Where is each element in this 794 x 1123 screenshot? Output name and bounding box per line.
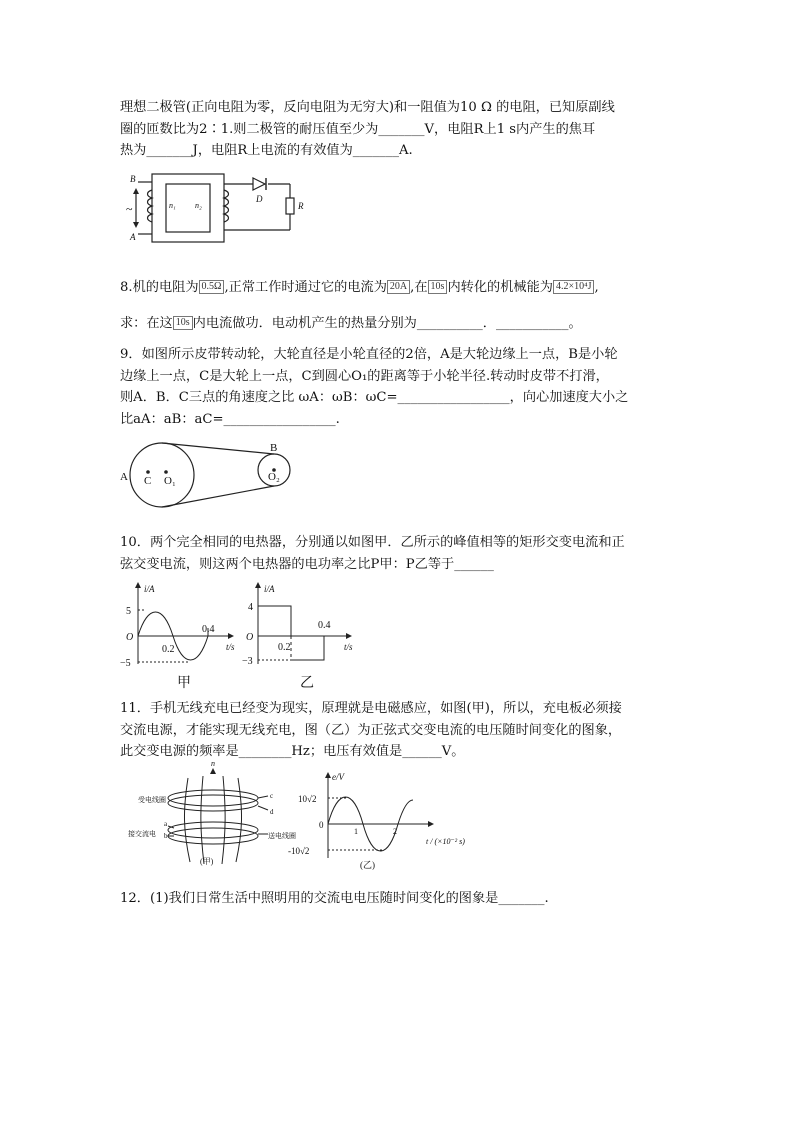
q9-line-1: 9．如图所示皮带转动轮，大轮直径是小轮直径的2倍，A是大轮边缘上一点，B是小轮 (120, 347, 618, 362)
q8-line-2: 求：在这 10s 内电流做功．电动机产生的热量分别为__________．___________。 (120, 316, 582, 331)
label-A: A (120, 471, 128, 483)
coil-label-source: 接交流电 (128, 830, 156, 838)
field-label-n: n (211, 759, 215, 768)
label-B: B (130, 174, 136, 184)
q9-line-3: 则A．B．C三点的角速度之比 ωA：ωB：ωC=_________________，向心加速度大小之 (120, 390, 629, 405)
q7-line-2: 圈的匝数比为2∶1.则二极管的耐压值至少为_______V，电阻R上1 s内产生的焦耳 (120, 121, 596, 137)
belt-pulley-figure (120, 440, 300, 510)
terminal-c: c (270, 792, 274, 800)
label-n2: n₂ (195, 201, 202, 210)
graph2-t1: 0.2 (278, 642, 291, 653)
q9-line-4: 比aA：aB：aC=_________________. (120, 411, 340, 427)
label-D: D (256, 194, 263, 204)
question-10 (120, 532, 690, 575)
terminal-d: d (270, 808, 274, 816)
coil-label-send: 送电线圈 (268, 832, 296, 840)
q9-line-2: 边缘上一点，C是大轮上一点，C到圆心O₁的距离等于小轮半径.转动时皮带不打滑， (120, 368, 609, 384)
graph2-xlabel: t/s (344, 642, 353, 652)
question-7 (120, 97, 690, 162)
label-C: C (144, 475, 152, 487)
label-R: R (298, 201, 304, 211)
question-9 (120, 344, 690, 430)
graph2-t2: 0.4 (318, 620, 331, 631)
coil-label-receive: 受电线圈 (138, 796, 166, 804)
q7-line-1: 理想二极管(正向电阻为零，反向电阻为无穷大)和一阻值为10 Ω 的电阻，已知原副线 (120, 100, 615, 115)
q7-line-3: 热为_______J，电阻R上电流的有效值为_______A. (120, 143, 413, 158)
value-box-time: 10s (428, 280, 448, 294)
label-A: A (130, 232, 136, 242)
graph1-t1: 0.2 (162, 644, 175, 655)
graph1-ylabel: i/A (144, 584, 155, 594)
graph2-bottom: −3 (242, 656, 253, 667)
caption-jia: 甲 (177, 675, 191, 691)
graph2-ylabel: i/A (264, 584, 275, 594)
terminal-b: b (164, 832, 168, 840)
label-n1: n₁ (169, 201, 176, 210)
wireless-charging-figure (128, 759, 488, 870)
graph1-origin: O (126, 632, 134, 643)
graph-t1: 1 (354, 827, 358, 836)
label-tilde: ~ (126, 202, 133, 216)
caption-jia-11: (甲) (200, 857, 214, 866)
terminal-a: a (164, 820, 168, 828)
label-B: B (270, 442, 278, 454)
caption-yi-11: (乙) (360, 860, 375, 870)
q10-line-1: 10．两个完全相同的电热器，分别通以如图甲．乙所示的峰值相等的矩形交变电流和正 (120, 535, 625, 550)
graph-ylabel: e/V (332, 772, 344, 782)
q10-line-2: 弦交变电流，则这两个电热器的电功率之比P甲：P乙等于______ (120, 556, 494, 572)
question-8 (120, 277, 690, 335)
current-graphs-figure (118, 584, 368, 670)
graph1-t2: 0.4 (202, 624, 215, 635)
question-11 (120, 698, 690, 763)
graph-bottom: -10√2 (288, 846, 310, 856)
transformer-circuit-figure (128, 170, 318, 250)
graph-xlabel: t / (×10⁻² s) (426, 837, 465, 846)
label-O1: O₁ (164, 475, 176, 487)
caption-yi: 乙 (300, 675, 314, 691)
graph-t2: 2 (393, 827, 397, 836)
graph1-xlabel: t/s (226, 642, 235, 652)
q11-line-3: 此交变电源的频率是________Hz；电压有效值是______V。 (120, 744, 465, 759)
value-box-energy: 4.2×10⁴J (553, 280, 595, 294)
value-box-time-2: 10s (173, 316, 193, 330)
q8-line-1: 8.机的电阻为 0.5Ω ,正常工作时通过它的电流为 20A ,在 10s 内转化的机械能为 4.2×10⁴J , (120, 280, 599, 295)
graph1-top: 5 (126, 606, 131, 617)
q11-line-2: 交流电源，才能实现无线充电，图（乙）为正弦式交变电流的电压随时间变化的图象， (120, 722, 622, 738)
graph-origin: 0 (319, 820, 324, 830)
graph2-origin: O (246, 632, 254, 643)
graph1-bottom: −5 (120, 658, 131, 669)
graph2-top: 4 (248, 602, 253, 613)
value-box-resistance: 0.5Ω (199, 280, 225, 294)
value-box-current: 20A (387, 280, 410, 294)
label-O2: O₂ (268, 471, 280, 483)
question-12 (120, 888, 690, 910)
graph-top: 10√2 (298, 794, 317, 804)
q11-line-1: 11．手机无线充电已经变为现实，原理就是电磁感应，如图(甲)，所以，充电板必须接 (120, 701, 622, 716)
q12-line-1: 12．(1)我们日常生活中照明用的交流电电压随时间变化的图象是_______. (120, 891, 549, 906)
